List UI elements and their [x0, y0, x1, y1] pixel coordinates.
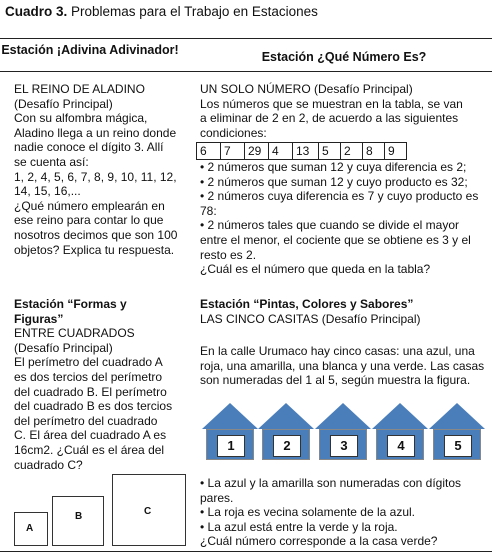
header-right: Estación ¿Qué Número Es? — [261, 50, 427, 64]
aladino-line: nadie conoce el dígito 3. Allí — [14, 140, 164, 155]
aladino-line: se cuenta así: — [14, 154, 89, 169]
numero-bullet: • 2 números que suman 12 y cuya diferencia es 2; — [200, 160, 467, 174]
aladino-line: nosotros decimos que son 100 — [14, 227, 178, 242]
caption-label: Cuadro 3. — [5, 4, 68, 19]
house-5 — [429, 403, 485, 460]
house-roof — [315, 403, 371, 429]
aladino-line: Con su alfombra mágica, — [14, 111, 148, 126]
numero-intro-line: a eliminar de 2 en 2, de acuerdo a las siguientes — [200, 111, 459, 126]
numero-question: ¿Cuál es el número que queda en la tabla? — [200, 262, 431, 277]
house-wall — [319, 429, 367, 460]
aladino-line: 1, 2, 4, 5, 6, 7, 8, 9, 10, 11, 12, — [14, 169, 177, 184]
house-number: 2 — [273, 435, 301, 457]
casitas-bullet: • La azul y la amarilla son numeradas con dígitos — [200, 476, 462, 490]
house-3 — [315, 403, 371, 460]
casitas-title: Estación “Pintas, Colores y Sabores” — [200, 297, 414, 311]
house-roof — [202, 403, 258, 429]
top-rule — [0, 38, 492, 39]
casitas-intro-line: roja, una amarilla, una blanca y una verde. Las casas — [200, 358, 485, 373]
table-cell: 2 — [341, 143, 363, 160]
casitas-section — [200, 297, 490, 326]
casitas-bullet: • La roja es vecina solamente de la azul. — [200, 505, 415, 520]
house-roof — [372, 403, 428, 429]
numero-bullet: • 2 números tales que cuando se divide el mayor — [200, 218, 460, 233]
aladino-section — [14, 82, 196, 257]
formas-line: es dos tercios del perímetro — [14, 369, 163, 384]
formas-line: 16cm2. ¿Cuál es el área del — [14, 442, 165, 457]
house-wall — [433, 429, 481, 460]
formas-line: del cuadrado B. El perímetro — [14, 384, 167, 399]
house-roof — [429, 403, 485, 429]
square-c — [112, 474, 186, 546]
formas-title: Estación “Formas y — [14, 297, 127, 311]
header-left: Estación ¡Adivina Adivinador! — [1, 43, 179, 57]
square-a — [14, 512, 48, 546]
formas-line: del perímetro del cuadrado — [14, 413, 158, 428]
numero-title: UN SOLO NÚMERO (Desafío Principal) — [200, 82, 413, 96]
numero-intro-line: condiciones: — [200, 125, 267, 140]
aladino-title: EL REINO DE ALADINO — [14, 82, 145, 96]
house-wall — [262, 429, 310, 460]
formas-line: El perímetro del cuadrado A — [14, 355, 163, 370]
aladino-line: Aladino llega a un reino donde — [14, 125, 177, 140]
numero-intro-line: Los números que se muestran en la tabla, se van — [200, 96, 463, 111]
formas-line: cuadrado C? — [14, 457, 83, 472]
house-wall — [376, 429, 424, 460]
formas-line: del cuadrado B es dos tercios — [14, 399, 173, 414]
house-number: 5 — [444, 435, 472, 457]
aladino-line: objetos? Explica tu respuesta. — [14, 242, 175, 257]
house-4 — [372, 403, 428, 460]
square-a-label: A — [26, 523, 34, 534]
formas-section — [14, 297, 194, 472]
numero-bullet: entre el menor, el cociente que se obtiene es 3 y el — [200, 232, 471, 247]
casitas-bullet: pares. — [200, 490, 234, 505]
table-cell: 6 — [197, 143, 221, 160]
numero-bullet: 78: — [200, 203, 217, 218]
house-2 — [258, 403, 314, 460]
numero-bullet: • 2 números que suman 12 y cuyo producto es 32; — [200, 174, 468, 189]
table-cell: 9 — [385, 143, 407, 160]
table-row — [197, 143, 407, 160]
house-number: 4 — [387, 435, 415, 457]
casitas-question: ¿Cuál número corresponde a la casa verde? — [200, 534, 438, 549]
table-cell: 8 — [363, 143, 385, 160]
casitas-intro — [200, 344, 492, 388]
house-wall — [206, 429, 254, 460]
casitas-bullets — [200, 476, 490, 549]
aladino-line: ese reino para contar lo que — [14, 213, 164, 228]
numero-bullet: resto es 2. — [200, 247, 257, 262]
formas-line: C. El área del cuadrado A es — [14, 428, 167, 443]
aladino-line: (Desafío Principal) — [14, 96, 113, 111]
numero-section — [200, 82, 490, 140]
table-cell: 7 — [221, 143, 245, 160]
house-number: 3 — [330, 435, 358, 457]
aladino-line: ¿Qué número emplearán en — [14, 198, 165, 213]
casitas-intro-line: En la calle Urumaco hay cinco casas: una azul, una — [200, 344, 475, 358]
table-cell: 5 — [319, 143, 341, 160]
table-cell: 13 — [293, 143, 319, 160]
house-roof — [258, 403, 314, 429]
square-c-label: C — [144, 506, 152, 517]
casitas-subtitle: LAS CINCO CASITAS (Desafío Principal) — [200, 311, 421, 326]
house-number: 1 — [217, 435, 245, 457]
formas-line: (Desafío Principal) — [14, 340, 113, 355]
numero-bullet: • 2 números cuya diferencia es 7 y cuyo producto es — [200, 189, 479, 204]
numero-bullets — [200, 160, 490, 277]
casitas-bullet: • La azul está entre la verde y la roja. — [200, 519, 398, 534]
table-caption — [5, 4, 318, 19]
house-1 — [202, 403, 258, 460]
square-b-label: B — [75, 511, 83, 522]
numbers-table — [196, 142, 407, 160]
formas-title: Figuras” — [14, 311, 64, 326]
formas-line: ENTRE CUADRADOS — [14, 326, 135, 341]
aladino-line: 14, 15, 16,... — [14, 184, 81, 199]
square-b — [52, 496, 104, 546]
caption-text: Problemas para el Trabajo en Estaciones — [67, 4, 318, 19]
header-rule — [0, 71, 492, 72]
table-cell: 4 — [269, 143, 293, 160]
casitas-intro-line: son numeradas del 1 al 5, según muestra la figura. — [200, 373, 471, 388]
table-cell: 29 — [245, 143, 269, 160]
